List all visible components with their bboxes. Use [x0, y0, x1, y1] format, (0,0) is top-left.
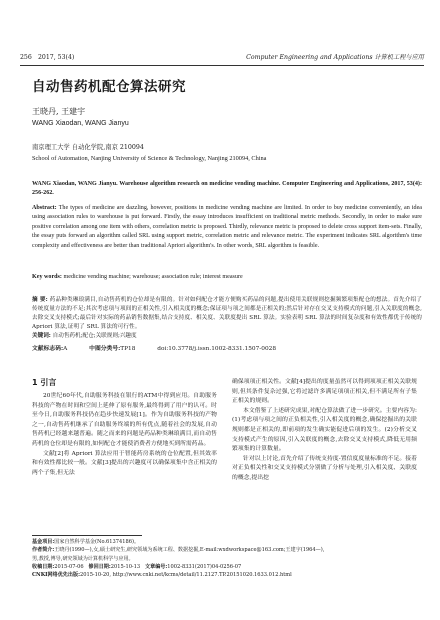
keywords-text: medicine vending machine; warehouse; association rule; interest measure: [63, 274, 243, 280]
footnote-divider: [32, 535, 142, 536]
document-info: [32, 343, 412, 352]
authors-chinese: 王晓丹, 王建宇: [32, 107, 86, 116]
abstract-text: The types of medicine are dazzling, however, positions in medicine vending machine are limited. In order to buy medicine conveniently, an idea using association rules to warehouse is put forward. Firstly, the essay introduces insufficient on traditional metric methods. Secondly, in order to make sure positive correlation among one item with others, correlation metric is proposed. Thirdly, relevance metric is proposed to delete cross support item-sets. Finally, the essay puts forward an algorithm called SRL using support metric, correlation metric and relevance metric. The experiment indicates SRL algorithm's time complexity and effectiveness are better than traditional Apriori algorithm's. In other words, SRL algorithm is feasible.: [32, 205, 422, 249]
volume-info: 2017, 53(4): [38, 54, 75, 61]
header-divider: [20, 65, 424, 66]
affiliation-english: School of Automation, Nanjing University of Science & Technology, Nanjing 210094, China: [32, 155, 267, 162]
author-bio-line-2: 男,教授,博导,研究领域为计算机科学与应用。: [32, 555, 134, 562]
page-number: 256: [20, 54, 32, 61]
body-column-left: [32, 392, 217, 478]
keywords-chinese: [32, 332, 422, 341]
running-header: [20, 52, 424, 64]
abstract-cn-text: 药品种类琳琅满目,自动售药机的仓位却是有限的。针对如何配仓才能方便购买药品的问题,提出使用关联规则挖掘频繁项集配仓的想法。首先介绍了传统度量方法的不足;其次考虑项与项间的正相关性,引入相关度的概念;保证项与项之间都是正相关的;然后针对存在交叉支持模式的问题,引入关联度的概念,去除交叉支持模式;最后针对实际的药品销售数据集,结合支持度、相关度、关联度提出 SRL 算法。实验表明 SRL 算法的时间复杂度和有效性都优于传统的 Apriori 算法,证明了 SRL 算法的可行性。: [32, 297, 422, 330]
paper-title: 自动售药机配仓算法研究: [32, 79, 186, 95]
abstract-cn-label: 摘 要:: [32, 297, 48, 303]
keywords-cn-label: 关键词:: [32, 333, 51, 339]
body-column-right: [232, 378, 417, 484]
online-line: CNKI网络优先出版:2015-10-20, http://www.cnki.net/kcms/detail/11.2127.TP.20151020.1633.012.html: [32, 572, 292, 579]
paragraph: 确保项项正相关性。文献[4]提出的度量虽然可以得到项项正相关关联规则,但其条件复杂过强,它将过滤许多满足项项正相关,但不满足所有子集正相关的规则。: [232, 379, 417, 405]
keywords-label: Key words:: [32, 274, 62, 280]
paragraph: 文献[2]将 Apriori 算法应用于智能药房系统的仓位配置,但其效率和有效性都比较一般。文献[3]提出的兴趣度可以确保项集中含正相关的两个子集,但无法: [32, 450, 217, 476]
abstract-label: Abstract:: [32, 205, 57, 211]
authors-english: WANG Xiaodan, WANG Jianyu: [32, 120, 129, 127]
paragraph: 20世纪60年代,自助服务科技在银行的ATM中得到应用。自助服务科技的产物在时间和空间上延伸了原有服务,最终得到了用户的认可。时至今日,自助服务科技仍在趋步快速发展[1]。作为自助服务科技的产物之一,自动售药机继承了自助服务终端的所有优点,随着社会的发展,自动售药机已经越来越普遍。随之而来的问题是药品种类琳琅满目,而自动售药机的仓位却是有限的,如何配仓才能使消费者方便地买到所需药品。: [32, 393, 217, 447]
affiliation-chinese: 南京理工大学 自动化学院,南京 210094: [32, 144, 144, 151]
clc-number: 中图分类号:TP18: [89, 346, 136, 352]
keywords-cn-text: 自动售药机;配仓;关联规则;兴趣度: [52, 333, 137, 339]
author-bio-line: 作者简介:王晓丹(1990—),女,硕士研究生,研究领域为系统工程、数据挖掘,E-mail:wxdworkspace@163.com;王建宇(1964—),: [32, 547, 325, 554]
fund-line: 基金项目:国家自然科学基金(No.61374186)。: [32, 539, 140, 545]
abstract-chinese: [32, 296, 422, 332]
journal-name: Computer Engineering and Applications 计算机工程与应用: [246, 54, 424, 61]
paragraph: 本文借鉴了上述研究成果,对配仓算法做了进一步研究。主要内容为:(1)考虑项与项之间的正负相关性,引入相关度的概念,确保挖掘出的关联规则都是正相关的,即前项的发生确实能促进后项的发生。(2)分析交叉支持模式产生的原因,引入关联度的概念,去除交叉支持模式,降低无用频繁项集的计算数量。: [232, 407, 417, 453]
keywords-english: [32, 273, 422, 282]
doi: doi:10.3778/j.issn.1002-8331.1507-0028: [157, 346, 277, 352]
dates-line: 收稿日期:2015-07-06 修回日期:2015-10-13 文章编号:1002-8331(2017)04-0256-07: [32, 563, 242, 570]
paragraph: 针对以上讨论,首先介绍了传统支持度-置信度度量标准的不足。接着对正负相关性和交叉支持模式分别做了分析与处理,引入相关度、关联度的概念,提出挖: [232, 455, 417, 481]
abstract-english: [32, 204, 422, 251]
footnotes: [32, 538, 422, 579]
citation: WANG Xiaodan, WANG Jianyu. Warehouse algorithm research on medicine vending machine. Computer Engineering and Applications, 2017, 53(4): 256-262.: [32, 181, 422, 197]
doc-code: 文献标志码:A: [32, 346, 68, 352]
section-heading: 1 引言: [32, 378, 57, 387]
